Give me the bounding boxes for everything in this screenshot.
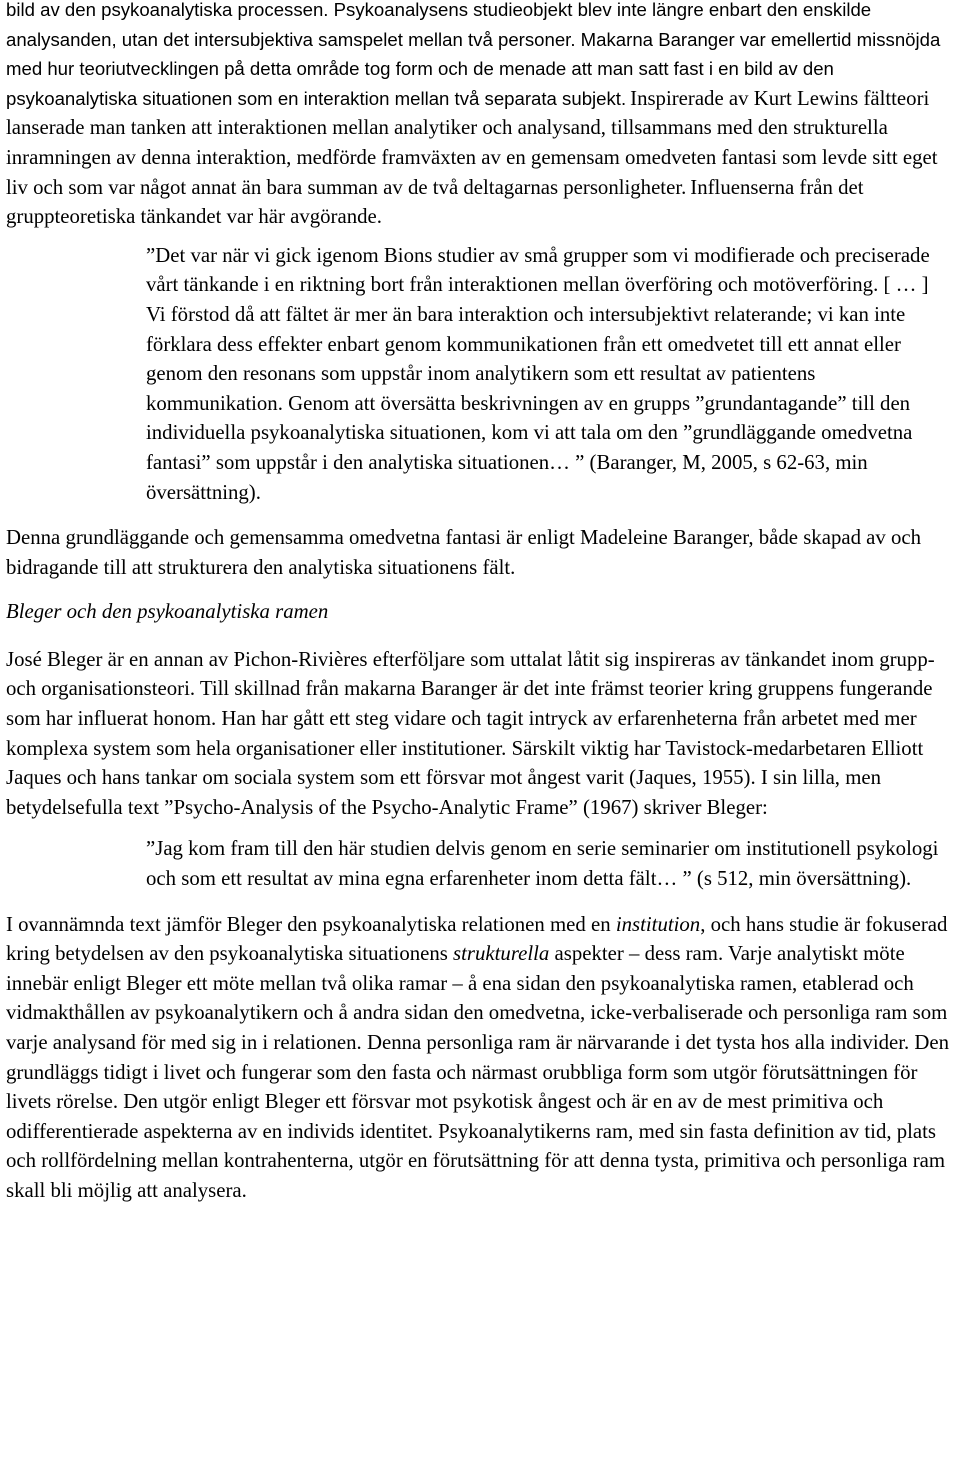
section-heading: Bleger och den psykoanalytiska ramen [6,600,329,624]
block-quote-bleger: ”Jag kom fram till den här studien delvis genom en serie seminarier om institutionell psykologi och som ett resultat av mina egna erfarenheter inom detta fält… ” (s 512, min översättning). [146,837,939,891]
paragraph-frame-part2: , och hans studie är fokuserad kring betydelsen av den psykoanalytiska situationens [6,912,948,966]
paragraph-intro-serif-end: Influenserna från det gruppteoretiska tänkandet var här avgörande. [6,175,864,229]
document-page [6,0,954,1206]
emphasis-institution: institution [615,912,701,936]
paragraph-intro-sans-text: bild av den psykoanalytiska processen. Psykoanalysens studieobjekt blev inte längre enbart den enskilde analysanden, utan det intersubjektiva samspelet mellan två personer. Makarna Baranger var emellertid missnöjda med hur teoriutvecklingen på detta område tog form och de menade att man satt fast i en bild av den psykoanalytiska situationen som en interaktion mellan två separata subjekt. [6,0,941,109]
paragraph-fantasy: Denna grundläggande och gemensamma omedvetna fantasi är enligt Madeleine Baranger, både skapad av och bidragande till att strukturera den analytiska situationens fält. [6,526,922,579]
paragraph-bleger: José Bleger är en annan av Pichon-Rivières efterföljare som uttalat låtit sig inspireras av tänkandet inom grupp- och organisationsteori. Till skillnad från makarna Baranger är det inte främst teorier kring gruppens fungerande som har influerat honom. Han har gått ett steg vidare och tagit intryck av erfarenheterna från arbetet med mer komplexa system som hela organisationer eller institutioner. Särskilt viktig har Tavistock-medarbetaren Elliott Jaques och hans tankar om sociala system som ett försvar mot ångest varit (Jaques, 1955). I sin lilla, men betydelsefulla text ”Psycho-Analysis of the Psycho-Analytic Frame” (1967) skriver Bleger: [6,647,935,819]
emphasis-strukturella: strukturella [453,942,550,966]
paragraph-frame-part1: I ovannämnda text jämför Bleger den psykoanalytiska relationen med en [6,912,616,936]
paragraph-intro [6,0,954,232]
paragraph-frame [6,910,954,1206]
paragraph-frame-part3: aspekter – dess ram. Varje analytiskt möte innebär enligt Bleger ett möte mellan två olika ramar – å ena sidan den psykoanalytiska ramen, etablerad och vidmakthållen av psykoanalytikern och å andra sidan den omedvetna, icke-verbaliserade och personliga ram som varje analysand för med sig in i relationen. Denna personliga ram är närvarande i det tysta hos alla individer. Den grundläggs tidigt i livet och fungerar som den fasta och närmast orubbliga form som utgör förutsättningen för livets rörelse. Den utgör enligt Bleger ett försvar mot psykotisk ångest och är en av de mest primitiva och odifferentierade aspekterna av en individs identitet. Psykoanalytikerns ram, med sin fasta definition av tid, plats och rollfördelning mellan kontrahenterna, utgör en förutsättning för att denna tysta, primitiva och personliga ram skall bli möjlig att analysera. [6,942,950,1202]
paragraph-intro-serif-text: Inspirerade av Kurt Lewins fältteori lanserade man tanken att interaktionen mellan analytiker och analysand, tillsammans med den strukturella inramningen av denna interaktion, medförde framväxten av en gemensam omedveten fantasi som levde sitt eget liv och som var något annat än bara summan av de två deltagarnas personligheter. [6,86,938,199]
block-quote-baranger: ”Det var när vi gick igenom Bions studier av små grupper som vi modifierade och preciserade vårt tänkande i en riktning bort från interaktionen mellan överföring och motöverföring. [ … ] Vi förstod då att fältet är mer än bara interaktion och intersubjektivt relaterande; vi kan inte förklara dess effekter enbart genom kommunikationen från ett omedvetet till ett annat eller genom den resonans som uppstår inom analytikern som ett resultat av patientens kommunikation. Genom att översätta beskrivningen av en grupps ”grundantagande” till den individuella psykoanalytiska situationen, kom vi att tala om den ”grundläggande omedvetna fantasi” som uppstår i den analytiska situationen… ” (Baranger, M, 2005, s 62-63, min översättning). [146,243,930,504]
